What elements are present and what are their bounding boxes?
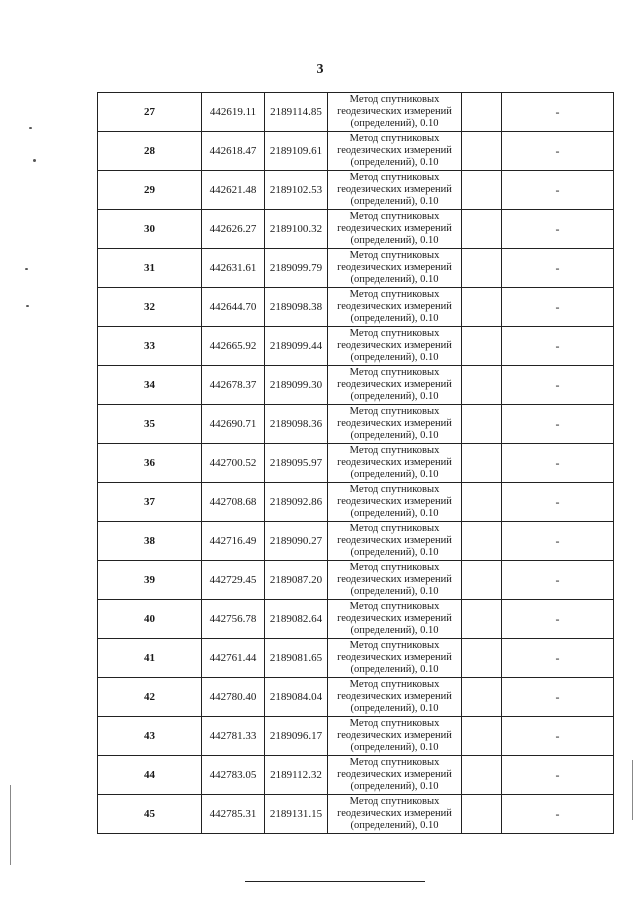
y-coordinate-cell: 2189092.86 <box>265 483 328 522</box>
x-coordinate-cell: 442665.92 <box>202 327 265 366</box>
method-line: (определений), 0.10 <box>350 313 439 324</box>
method-line: Метод спутниковых <box>349 601 440 612</box>
method-line: (определений), 0.10 <box>350 430 439 441</box>
x-coordinate-cell: 442781.33 <box>202 717 265 756</box>
x-coordinate-cell: 442708.68 <box>202 483 265 522</box>
method-line: (определений), 0.10 <box>350 703 439 714</box>
dash-cell: - <box>502 366 614 405</box>
method-line: геодезических измерений <box>337 808 452 819</box>
y-coordinate-cell: 2189098.38 <box>265 288 328 327</box>
point-number-cell: 35 <box>98 405 202 444</box>
x-coordinate-cell: 442716.49 <box>202 522 265 561</box>
method-line: (определений), 0.10 <box>350 586 439 597</box>
dash-cell: - <box>502 132 614 171</box>
y-coordinate-cell: 2189081.65 <box>265 639 328 678</box>
method-cell <box>328 561 462 600</box>
dash-cell: - <box>502 210 614 249</box>
bottom-divider <box>245 881 425 882</box>
method-line: Метод спутниковых <box>349 94 440 105</box>
point-number-cell: 32 <box>98 288 202 327</box>
method-line: геодезических измерений <box>337 184 452 195</box>
table-row <box>98 600 614 639</box>
empty-cell <box>462 171 502 210</box>
method-line: геодезических измерений <box>337 535 452 546</box>
method-cell <box>328 93 462 132</box>
point-number-cell: 34 <box>98 366 202 405</box>
table-row <box>98 405 614 444</box>
table-row <box>98 249 614 288</box>
coordinates-table <box>97 92 614 834</box>
scan-speck <box>29 127 32 129</box>
y-coordinate-cell: 2189096.17 <box>265 717 328 756</box>
method-cell <box>328 327 462 366</box>
table-row <box>98 366 614 405</box>
table-row <box>98 639 614 678</box>
method-cell <box>328 756 462 795</box>
x-coordinate-cell: 442619.11 <box>202 93 265 132</box>
method-cell <box>328 795 462 834</box>
scan-speck <box>26 305 29 307</box>
method-line: Метод спутниковых <box>349 367 440 378</box>
table-row <box>98 171 614 210</box>
scan-speck <box>33 159 36 162</box>
method-line: (определений), 0.10 <box>350 352 439 363</box>
point-number-cell: 37 <box>98 483 202 522</box>
method-line: (определений), 0.10 <box>350 664 439 675</box>
method-line: геодезических измерений <box>337 106 452 117</box>
x-coordinate-cell: 442780.40 <box>202 678 265 717</box>
y-coordinate-cell: 2189087.20 <box>265 561 328 600</box>
method-line: Метод спутниковых <box>349 211 440 222</box>
dash-cell: - <box>502 600 614 639</box>
point-number-cell: 40 <box>98 600 202 639</box>
method-line: (определений), 0.10 <box>350 235 439 246</box>
y-coordinate-cell: 2189084.04 <box>265 678 328 717</box>
point-number-cell: 41 <box>98 639 202 678</box>
dash-cell: - <box>502 561 614 600</box>
table-row <box>98 444 614 483</box>
method-line: Метод спутниковых <box>349 640 440 651</box>
y-coordinate-cell: 2189099.30 <box>265 366 328 405</box>
x-coordinate-cell: 442621.48 <box>202 171 265 210</box>
method-line: Метод спутниковых <box>349 250 440 261</box>
method-cell <box>328 600 462 639</box>
method-line: Метод спутниковых <box>349 484 440 495</box>
point-number-cell: 30 <box>98 210 202 249</box>
method-line: Метод спутниковых <box>349 406 440 417</box>
method-cell <box>328 678 462 717</box>
method-line: (определений), 0.10 <box>350 469 439 480</box>
method-line: геодезических измерений <box>337 418 452 429</box>
method-cell <box>328 171 462 210</box>
method-cell <box>328 210 462 249</box>
table-row <box>98 327 614 366</box>
method-line: (определений), 0.10 <box>350 157 439 168</box>
table-row <box>98 756 614 795</box>
point-number-cell: 44 <box>98 756 202 795</box>
scan-edge-line <box>10 785 11 865</box>
point-number-cell: 28 <box>98 132 202 171</box>
dash-cell: - <box>502 288 614 327</box>
dash-cell: - <box>502 405 614 444</box>
method-line: Метод спутниковых <box>349 328 440 339</box>
x-coordinate-cell: 442729.45 <box>202 561 265 600</box>
empty-cell <box>462 561 502 600</box>
method-line: Метод спутниковых <box>349 289 440 300</box>
y-coordinate-cell: 2189100.32 <box>265 210 328 249</box>
dash-cell: - <box>502 93 614 132</box>
method-line: геодезических измерений <box>337 496 452 507</box>
table-row <box>98 483 614 522</box>
scan-edge-line <box>632 760 633 820</box>
point-number-cell: 45 <box>98 795 202 834</box>
method-line: (определений), 0.10 <box>350 508 439 519</box>
table-row <box>98 561 614 600</box>
method-line: (определений), 0.10 <box>350 742 439 753</box>
empty-cell <box>462 483 502 522</box>
method-line: геодезических измерений <box>337 379 452 390</box>
dash-cell: - <box>502 327 614 366</box>
method-line: (определений), 0.10 <box>350 118 439 129</box>
table-row <box>98 132 614 171</box>
method-line: геодезических измерений <box>337 613 452 624</box>
method-line: геодезических измерений <box>337 145 452 156</box>
method-line: (определений), 0.10 <box>350 781 439 792</box>
x-coordinate-cell: 442785.31 <box>202 795 265 834</box>
empty-cell <box>462 132 502 171</box>
x-coordinate-cell: 442678.37 <box>202 366 265 405</box>
x-coordinate-cell: 442756.78 <box>202 600 265 639</box>
empty-cell <box>462 366 502 405</box>
empty-cell <box>462 639 502 678</box>
point-number-cell: 36 <box>98 444 202 483</box>
method-cell <box>328 249 462 288</box>
dash-cell: - <box>502 522 614 561</box>
x-coordinate-cell: 442690.71 <box>202 405 265 444</box>
method-line: (определений), 0.10 <box>350 547 439 558</box>
page-number: 3 <box>316 62 324 77</box>
method-line: Метод спутниковых <box>349 133 440 144</box>
y-coordinate-cell: 2189102.53 <box>265 171 328 210</box>
x-coordinate-cell: 442644.70 <box>202 288 265 327</box>
method-line: геодезических измерений <box>337 262 452 273</box>
x-coordinate-cell: 442631.61 <box>202 249 265 288</box>
method-line: (определений), 0.10 <box>350 196 439 207</box>
point-number-cell: 42 <box>98 678 202 717</box>
y-coordinate-cell: 2189112.32 <box>265 756 328 795</box>
y-coordinate-cell: 2189090.27 <box>265 522 328 561</box>
y-coordinate-cell: 2189098.36 <box>265 405 328 444</box>
method-line: геодезических измерений <box>337 223 452 234</box>
method-cell <box>328 288 462 327</box>
x-coordinate-cell: 442783.05 <box>202 756 265 795</box>
method-line: геодезических измерений <box>337 769 452 780</box>
empty-cell <box>462 600 502 639</box>
point-number-cell: 31 <box>98 249 202 288</box>
empty-cell <box>462 210 502 249</box>
x-coordinate-cell: 442626.27 <box>202 210 265 249</box>
method-cell <box>328 717 462 756</box>
empty-cell <box>462 327 502 366</box>
x-coordinate-cell: 442700.52 <box>202 444 265 483</box>
dash-cell: - <box>502 639 614 678</box>
method-line: (определений), 0.10 <box>350 391 439 402</box>
method-line: Метод спутниковых <box>349 445 440 456</box>
method-line: Метод спутниковых <box>349 757 440 768</box>
point-number-cell: 27 <box>98 93 202 132</box>
dash-cell: - <box>502 795 614 834</box>
empty-cell <box>462 288 502 327</box>
method-line: Метод спутниковых <box>349 679 440 690</box>
empty-cell <box>462 405 502 444</box>
method-line: геодезических измерений <box>337 340 452 351</box>
x-coordinate-cell: 442618.47 <box>202 132 265 171</box>
empty-cell <box>462 93 502 132</box>
y-coordinate-cell: 2189099.44 <box>265 327 328 366</box>
y-coordinate-cell: 2189131.15 <box>265 795 328 834</box>
empty-cell <box>462 444 502 483</box>
method-line: геодезических измерений <box>337 457 452 468</box>
point-number-cell: 39 <box>98 561 202 600</box>
point-number-cell: 43 <box>98 717 202 756</box>
point-number-cell: 29 <box>98 171 202 210</box>
empty-cell <box>462 756 502 795</box>
y-coordinate-cell: 2189099.79 <box>265 249 328 288</box>
point-number-cell: 33 <box>98 327 202 366</box>
method-line: геодезических измерений <box>337 730 452 741</box>
table-row <box>98 93 614 132</box>
method-cell <box>328 639 462 678</box>
method-line: Метод спутниковых <box>349 562 440 573</box>
method-line: Метод спутниковых <box>349 523 440 534</box>
method-line: Метод спутниковых <box>349 796 440 807</box>
empty-cell <box>462 249 502 288</box>
table-row <box>98 210 614 249</box>
empty-cell <box>462 795 502 834</box>
method-line: геодезических измерений <box>337 574 452 585</box>
method-cell <box>328 405 462 444</box>
coordinates-table-body <box>98 93 614 834</box>
method-cell <box>328 366 462 405</box>
method-line: Метод спутниковых <box>349 718 440 729</box>
dash-cell: - <box>502 756 614 795</box>
y-coordinate-cell: 2189095.97 <box>265 444 328 483</box>
point-number-cell: 38 <box>98 522 202 561</box>
table-row <box>98 522 614 561</box>
dash-cell: - <box>502 483 614 522</box>
method-cell <box>328 132 462 171</box>
method-cell <box>328 483 462 522</box>
y-coordinate-cell: 2189109.61 <box>265 132 328 171</box>
method-line: геодезических измерений <box>337 652 452 663</box>
method-line: (определений), 0.10 <box>350 820 439 831</box>
dash-cell: - <box>502 171 614 210</box>
table-row <box>98 717 614 756</box>
empty-cell <box>462 678 502 717</box>
method-line: геодезических измерений <box>337 301 452 312</box>
dash-cell: - <box>502 444 614 483</box>
dash-cell: - <box>502 249 614 288</box>
table-row <box>98 288 614 327</box>
method-line: геодезических измерений <box>337 691 452 702</box>
method-line: (определений), 0.10 <box>350 625 439 636</box>
table-row <box>98 795 614 834</box>
scan-speck <box>25 268 28 270</box>
method-cell <box>328 522 462 561</box>
x-coordinate-cell: 442761.44 <box>202 639 265 678</box>
dash-cell: - <box>502 678 614 717</box>
y-coordinate-cell: 2189114.85 <box>265 93 328 132</box>
dash-cell: - <box>502 717 614 756</box>
method-line: (определений), 0.10 <box>350 274 439 285</box>
table-row <box>98 678 614 717</box>
y-coordinate-cell: 2189082.64 <box>265 600 328 639</box>
method-line: Метод спутниковых <box>349 172 440 183</box>
empty-cell <box>462 717 502 756</box>
method-cell <box>328 444 462 483</box>
empty-cell <box>462 522 502 561</box>
